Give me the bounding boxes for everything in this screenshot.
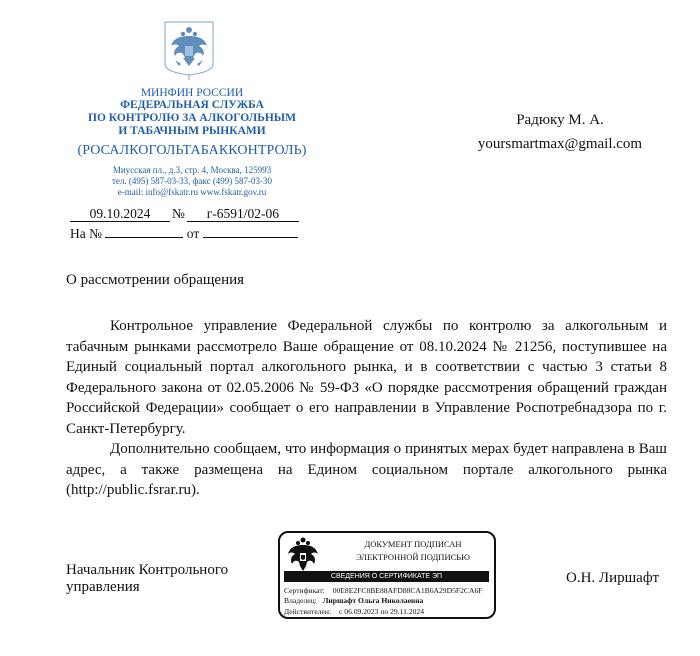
outgoing-registration xyxy=(70,206,315,222)
reply-number-label: На № xyxy=(70,226,102,241)
body-paragraph-2: Дополнительно сообщаем, что информация о принятых мерах будет направлена в Ваш адрес, а также размещена на Едином социальном портале алкогольного рынка (http://public.fsrar.ru). xyxy=(66,441,667,498)
valid-label: Действителен: xyxy=(284,607,332,616)
service-name-line1: ФЕДЕРАЛЬНАЯ СЛУЖБА xyxy=(120,99,264,111)
service-short-name: (РОСАЛКОГОЛЬТАБАККОНТРОЛЬ) xyxy=(77,143,307,158)
electronic-signature-stamp xyxy=(278,531,496,619)
letter-subject: О рассмотрении обращения xyxy=(66,272,245,288)
owner-name: Лиршафт Ольга Николаевна xyxy=(322,596,424,605)
certificate-serial: 00E8E2FC8BE88AFD88CA1B6A29D5F2CA6F xyxy=(332,586,483,595)
stamp-certificate-row xyxy=(284,586,482,595)
valid-from-label: с xyxy=(338,607,343,616)
reply-date xyxy=(203,237,298,238)
eagle-emblem-icon xyxy=(286,536,320,572)
certificate-label: Сертификат: xyxy=(284,586,325,595)
signatory-position: Начальник Контрольного управления xyxy=(66,562,229,595)
signatory-name: О.Н. Лиршафт xyxy=(566,570,660,586)
reply-from-label: от xyxy=(186,226,200,241)
stamp-title-line2: ЭЛЕКТРОННОЙ ПОДПИСЬЮ xyxy=(356,552,470,562)
outgoing-date: 09.10.2024 xyxy=(70,207,170,222)
ministry-name: МИНФИН РОССИИ xyxy=(140,87,244,99)
coat-of-arms-icon xyxy=(163,20,215,82)
stamp-certificate-bar: СВЕДЕНИЯ О СЕРТИФИКАТЕ ЭП xyxy=(284,571,489,582)
owner-label: Владелец: xyxy=(284,596,317,605)
stamp-owner-row xyxy=(284,596,423,605)
letter-body xyxy=(66,316,667,501)
service-name-line2: ПО КОНТРОЛЮ ЗА АЛКОГОЛЬНЫМ xyxy=(88,112,296,124)
outgoing-number: г-6591/02-06 xyxy=(187,207,299,222)
phones: тел. (495) 587-03-33, факс (499) 587-03-30 xyxy=(111,176,273,186)
number-label: № xyxy=(172,206,185,221)
address: Миусская пл., д.3, стр. 4, Москва, 125993 xyxy=(112,165,272,175)
valid-to-label: по xyxy=(380,607,389,616)
recipient-email: yoursmartmax@gmail.com xyxy=(477,136,643,152)
recipient-name: Радюку М. А. xyxy=(516,112,604,128)
valid-from-date: 06.09.2023 xyxy=(344,607,379,616)
stamp-title-line1: ДОКУМЕНТ ПОДПИСАН xyxy=(364,539,462,549)
service-name-line3: И ТАБАЧНЫМ РЫНКАМИ xyxy=(118,125,266,137)
contacts: e-mail: info@fskatr.ru www.fskatr.gov.ru xyxy=(117,187,267,197)
reply-number xyxy=(105,237,183,238)
stamp-validity-row xyxy=(284,607,424,616)
valid-to-date: 29.11.2024 xyxy=(390,607,425,616)
incoming-registration xyxy=(70,226,315,242)
body-paragraph-1: Контрольное управление Федеральной службы по контролю за алкогольным и табачным рынками рассмотрело Ваше обращение от 08.10.2024 № 21256, поступившее на Единый социальный портал алкогольного рынка, и в соответствии с частью 3 статьи 8 Федерального закона от 02.05.2006 № 59-ФЗ «О порядке рассмотрения обращений граждан Российской Федерации» сообщает о его направлении в Управление Роспотребнадзора по г. Санкт-Петербургу. xyxy=(66,318,667,437)
